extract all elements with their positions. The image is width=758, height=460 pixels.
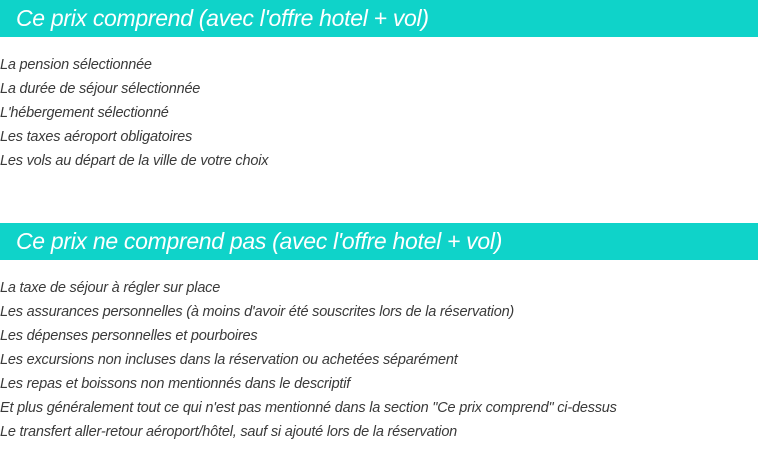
excluded-item: La taxe de séjour à régler sur place	[0, 280, 221, 296]
included-item: L'hébergement sélectionné	[0, 105, 169, 121]
excluded-item: Les excursions non incluses dans la réservation ou achetées séparément	[0, 352, 458, 368]
included-items-list	[0, 53, 268, 173]
excluded-item: Les dépenses personnelles et pourboires	[0, 328, 258, 344]
excluded-item: Le transfert aller-retour aéroport/hôtel, sauf si ajouté lors de la réservation	[0, 424, 458, 440]
excluded-items-list	[0, 276, 617, 444]
included-section-title: Ce prix comprend (avec l'offre hotel + vol)	[0, 0, 758, 37]
included-item: Les vols au départ de la ville de votre choix	[0, 153, 269, 169]
excluded-item: Et plus généralement tout ce qui n'est pas mentionné dans la section "Ce prix comprend" ci-dessus	[0, 400, 617, 416]
excluded-item: Les repas et boissons non mentionnés dans le descriptif	[0, 376, 351, 392]
included-item: La durée de séjour sélectionnée	[0, 81, 201, 97]
excluded-item: Les assurances personnelles (à moins d'avoir été souscrites lors de la réservation)	[0, 304, 515, 320]
excluded-section-title: Ce prix ne comprend pas (avec l'offre hotel + vol)	[0, 223, 758, 260]
included-item: Les taxes aéroport obligatoires	[0, 129, 193, 145]
included-item: La pension sélectionnée	[0, 57, 152, 73]
